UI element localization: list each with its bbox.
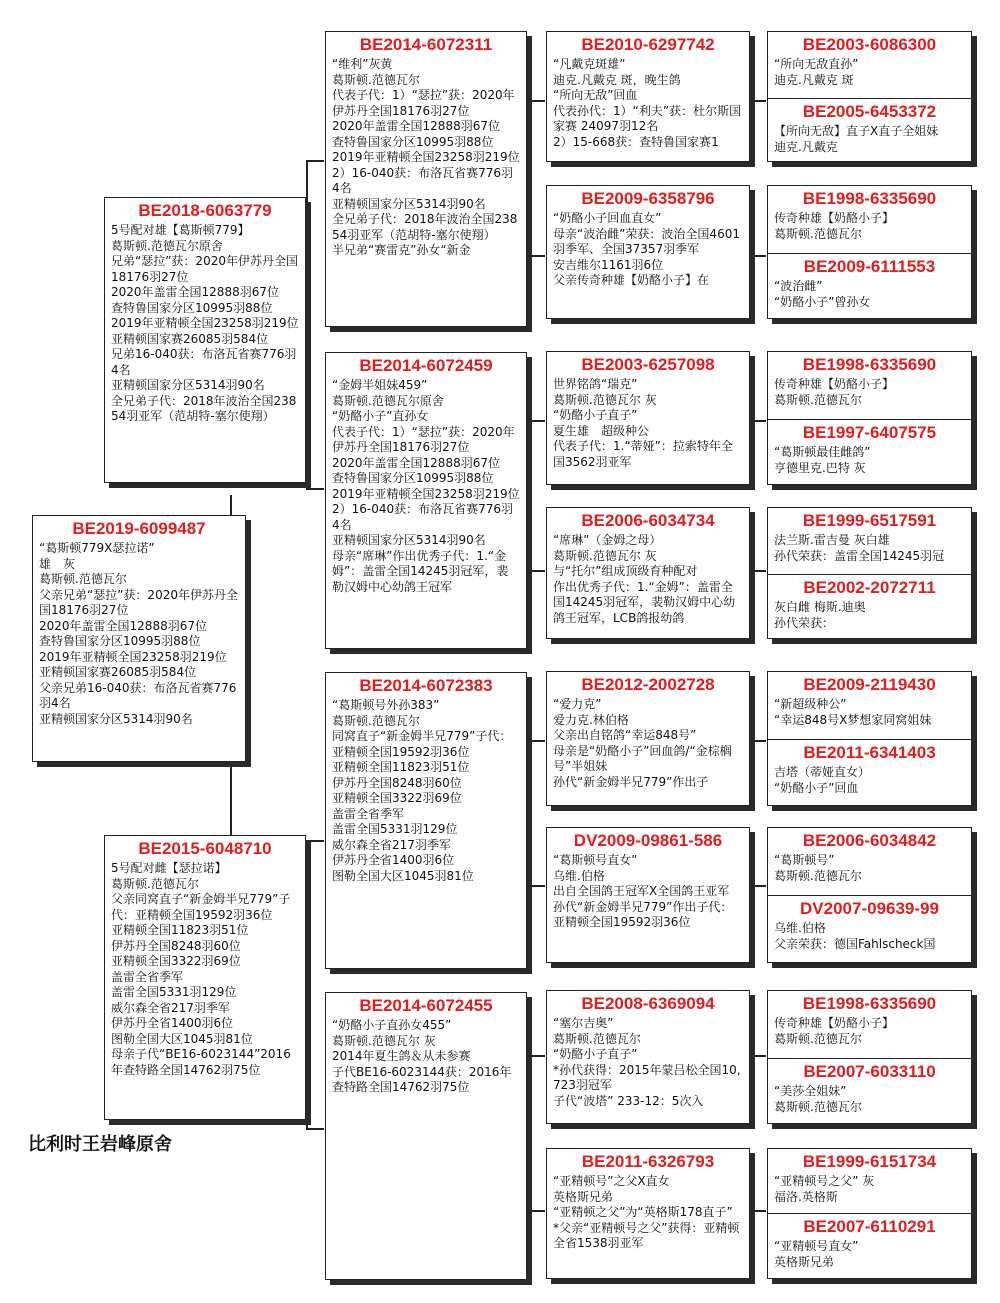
loft-name: 比利时王岩峰原舍 [28, 1134, 172, 1155]
connector-line [230, 495, 232, 517]
pedigree-notes: “凡戴克斑雄” 迪克.凡戴克 斑，晚生鸽 “所向无敌”回血 代表孙代：1）“利夫”获：杜尔斯国家赛 24097羽12名 2）15-668获：查特鲁国家赛1 [553, 57, 742, 149]
pedigree-notes: 传奇种雄【奶酪小子】 葛斯顿.范德瓦尔 [774, 1016, 895, 1046]
great-grandparent-card [546, 351, 750, 485]
gen5-pair-card [767, 671, 972, 806]
pedigree-notes: 吉塔（蒂娅直女） “奶酪小子”回血 [774, 765, 871, 795]
pedigree-notes: 5号配对雌【瑟拉诺】 葛斯顿.范德瓦尔 父亲同窝直子“新金姆半兄779”子代：亚精顿全国19592羽36位 亚精顿全国11823羽51位 伊苏丹全国8248羽60位 亚精顿全国3322羽69位 盖雷全省季军 盖雷全国5331羽129位 威尔森全省217羽季军 伊苏丹全省1400羽6位 图勒全国大区1045羽81位 母亲子代“BE16-6023144”2016年查特路全国14762羽75位 [111, 861, 291, 1077]
pedigree-notes: 世界铭鸽“瑞克” 葛斯顿.范德瓦尔 灰 “奶酪小子直子” 夏生雄 超级种公 代表子代：1.“蒂娅”：拉索特年全国3562羽亚军 [553, 377, 733, 469]
pedigree-notes: 传奇种雄【奶酪小子】 葛斯顿.范德瓦尔 [774, 211, 895, 241]
pedigree-notes: “亚精顿号之父” 灰 福洛.英格斯 [774, 1174, 875, 1204]
ring-number: BE2015-6048710 [138, 839, 272, 858]
grandparent-card [325, 992, 527, 1280]
ring-number: BE2006-6034734 [581, 511, 715, 530]
ring-number: BE2003-6086300 [802, 35, 937, 54]
connector-line [527, 255, 545, 257]
pedigree-notes: “波治雌” “奶酪小子”曾孙女 [774, 279, 871, 309]
connector-line [750, 570, 766, 572]
pedigree-notes: “亚精顿号”之父X直女 英格斯兄弟 “亚精顿之父”为“英格斯178直子” *父亲“亚精顿号之父”获得：亚精顿全省1538羽亚军 [553, 1174, 740, 1250]
gen5-entry [768, 895, 971, 962]
connector-line [527, 570, 545, 572]
ring-number: BE2014-6072311 [359, 35, 493, 54]
pedigree-notes: “所向无敌直孙” 迪克.凡戴克 斑 [774, 57, 859, 87]
pedigree-notes: “美莎全姐妹” 葛斯顿.范德瓦尔 [774, 1084, 862, 1114]
ring-number: BE2014-6072455 [359, 996, 493, 1015]
gen5-entry [768, 253, 971, 318]
pedigree-notes: “爱力克” 爱力克.林伯格 父亲出自铭鸽“幸运848号” 母亲是“奶酪小子”回血鸽/“金棕榈号”半姐妹 孙代“新金姆半兄779”作出子 [553, 697, 732, 789]
connector-line [527, 100, 545, 102]
connector-line [306, 840, 324, 842]
gen5-pair-card [767, 507, 972, 639]
pedigree-notes: 传奇种雄【奶酪小子】 葛斯顿.范德瓦尔 [774, 377, 895, 407]
ring-number: BE1999-6517591 [802, 511, 937, 530]
connector-line [306, 290, 308, 490]
ring-number: BE2014-6072459 [359, 356, 493, 375]
ring-number: BE1999-6151734 [802, 1152, 937, 1171]
connector-line [527, 885, 545, 887]
connector-line [306, 488, 324, 490]
pedigree-notes: “亚精顿号直女” 英格斯兄弟 [774, 1239, 859, 1269]
connector-line [527, 420, 545, 422]
gen5-entry [768, 98, 971, 161]
pedigree-notes: “新超级种公” “幸运848号X梦想家同窝姐妹 [774, 697, 932, 727]
grandparent-card [325, 672, 527, 969]
grandparent-card [325, 31, 527, 327]
gen5-entry [768, 828, 971, 895]
ring-number: BE2009-2119430 [803, 675, 936, 694]
ring-number: BE1998-6335690 [802, 355, 937, 374]
ring-number: BE2003-6257098 [581, 355, 715, 374]
sire-card [104, 197, 306, 483]
pedigree-notes: “维利”灰黄 葛斯顿.范德瓦尔 代表子代：1）“瑟拉”获：2020年伊苏丹全国18176羽27位 2020年盖雷全国12888羽67位 查特鲁国家分区10995羽88位 2019年亚精顿全国23258羽219位 2）16-040获：布洛瓦省赛776羽4名 亚精顿国家分区5314羽90名 全兄弟子代：2018年波治全国23854羽亚军（范胡特-塞尔使翔） 半兄弟“赛雷克”孙女“新金 [332, 57, 520, 257]
gen5-entry [768, 991, 971, 1058]
gen5-pair-card [767, 31, 972, 162]
connector-line [306, 840, 308, 1130]
ring-number: BE2002-2072711 [803, 578, 936, 597]
great-grandparent-card [546, 1148, 750, 1279]
gen5-entry [768, 1213, 971, 1278]
connector-line [750, 1210, 766, 1212]
connector-line [750, 1055, 766, 1057]
pedigree-notes: “奶酪小子直孙女455” 葛斯顿.范德瓦尔 灰 2014年夏生鸽＆从未参赛 子代BE16-6023144获：2016年查特路全国14762羽75位 [332, 1018, 512, 1094]
connector-line [527, 1210, 545, 1212]
gen5-entry [768, 1058, 971, 1123]
gen5-entry [768, 32, 971, 98]
ring-number: BE2012-2002728 [581, 675, 715, 694]
ring-number: BE2007-6033110 [803, 1062, 936, 1081]
pedigree-notes: “奶酪小子回血直女” 母亲“波治雌”荣获：波治全国4601羽季军、全国37357羽季军 安吉维尔1161羽6位 父亲传奇种雄【奶酪小子】在 [553, 211, 740, 287]
gen5-entry [768, 508, 971, 574]
gen5-entry [768, 1149, 971, 1213]
ring-number: BE2014-6072383 [359, 676, 493, 695]
great-grandparent-card [546, 827, 750, 963]
connector-line [527, 740, 545, 742]
connector-line [750, 740, 766, 742]
dam-card [104, 835, 306, 1120]
great-grandparent-card [546, 185, 750, 319]
connector-line [750, 100, 766, 102]
connector-line [306, 160, 324, 162]
ring-number: BE2019-6099487 [72, 519, 206, 538]
ring-number: BE2018-6063779 [138, 201, 272, 220]
ring-number: DV2009-09861-586 [573, 831, 723, 850]
connector-line [306, 160, 308, 290]
pedigree-subject-card [32, 515, 246, 762]
connector-line [527, 1055, 545, 1057]
ring-number: BE2011-6326793 [581, 1152, 715, 1171]
connector-line [750, 255, 766, 257]
gen5-pair-card [767, 351, 972, 485]
gen5-entry [768, 739, 971, 805]
ring-number: BE2009-6358796 [581, 189, 715, 208]
pedigree-notes: “葛斯顿779X瑟拉诺” 雄 灰 葛斯顿.范德瓦尔 父亲兄弟“瑟拉”获：2020年伊苏丹全国18176羽27位 2020年盖雷全国12888羽67位 查特鲁国家分区10995羽88位 2019年亚精顿全国23258羽219位 亚精顿国家赛26085羽584位 父亲兄弟16-040获：布洛瓦省赛776羽4名 亚精顿国家分区5314羽90名 [39, 541, 238, 726]
gen5-pair-card [767, 990, 972, 1124]
gen5-pair-card [767, 1148, 972, 1279]
gen5-entry [768, 352, 971, 419]
pedigree-notes: “葛斯顿号外孙383” 葛斯顿.范德瓦尔 同窝直子“新金姆半兄779”子代：亚精顿全国19592羽36位 亚精顿全国11823羽51位 伊苏丹全国8248羽60位 亚精顿全国3322羽69位 盖雷全省季军 盖雷全国5331羽129位 威尔森全省217羽季军 伊苏丹全省1400羽6位 图勒全国大区1045羽81位 [332, 698, 512, 883]
pedigree-notes: 【所向无敌】直子X直子全姐妹 迪克.凡戴克 [774, 124, 939, 154]
connector-line [306, 1128, 324, 1130]
great-grandparent-card [546, 671, 750, 806]
grandparent-card [325, 352, 527, 649]
ring-number: BE2005-6453372 [802, 102, 937, 121]
pedigree-notes: “塞尔吉奥” 葛斯顿.范德瓦尔 “奶酪小子直子” *孙代获得：2015年蒙吕松全国10,723羽冠军 子代“波塔” 233-12：5次入 [553, 1016, 741, 1108]
pedigree-notes: “葛斯顿最佳雌鸽” 亨德里克.巴特 灰 [774, 445, 871, 475]
ring-number: BE2010-6297742 [581, 35, 715, 54]
ring-number: DV2007-09639-99 [800, 899, 939, 918]
gen5-entry [768, 574, 971, 638]
pedigree-notes: 5号配对雄【葛斯顿779】 葛斯顿.范德瓦尔原舍 兄弟“瑟拉”获：2020年伊苏丹全国18176羽27位 2020年盖雷全国12888羽67位 查特鲁国家分区10995羽88位 2019年亚精顿全国23258羽219位 亚精顿国家赛26085羽584位 兄弟16-040获：布洛瓦省赛776羽4名 亚精顿国家分区5314羽90名 全兄弟子代：2018年波治全国23854羽亚军（范胡特-塞尔使翔） [111, 223, 299, 423]
connector-line [750, 420, 766, 422]
ring-number: BE1998-6335690 [802, 189, 937, 208]
pedigree-notes: “金姆半姐妹459” 葛斯顿.范德瓦尔原舍 “奶酪小子”直孙女 代表子代：1）“瑟拉”获：2020年伊苏丹全国18176羽27位 2020年盖雷全国12888羽67位 查特鲁国家分区10995羽88位 2019年亚精顿全国23258羽219位 2）16-040获：布洛瓦省赛776羽4名 亚精顿国家分区5314羽90名 母亲“席琳”作出优秀子代：1.“金姆”：盖雷全国14245羽冠军，裴勒汉姆中心幼鸽王冠军 [332, 378, 520, 594]
ring-number: BE1998-6335690 [802, 994, 937, 1013]
gen5-pair-card [767, 185, 972, 319]
connector-line [230, 760, 232, 835]
pedigree-notes: “葛斯顿号直女” 乌维.伯格 出自全国鸽王冠军X全国鸽王亚军 孙代“新金姆半兄779”作出子代：亚精顿全国19592羽36位 [553, 853, 733, 929]
ring-number: BE2011-6341403 [803, 743, 936, 762]
gen5-pair-card [767, 827, 972, 963]
pedigree-notes: “葛斯顿号” 葛斯顿.范德瓦尔 [774, 853, 862, 883]
gen5-entry [768, 672, 971, 739]
ring-number: BE2008-6369094 [581, 994, 715, 1013]
ring-number: BE1997-6407575 [802, 423, 937, 442]
connector-line [750, 885, 766, 887]
pedigree-notes: 灰白雌 梅斯.迪奥 孙代荣获： [774, 600, 866, 630]
ring-number: BE2007-6110291 [803, 1217, 936, 1236]
pedigree-notes: 法兰斯.雷吉曼 灰白雄 孙代荣获：盖雷全国14245羽冠 [774, 533, 945, 563]
ring-number: BE2006-6034842 [802, 831, 937, 850]
great-grandparent-card [546, 31, 750, 162]
gen5-entry [768, 419, 971, 484]
great-grandparent-card [546, 990, 750, 1124]
gen5-entry [768, 186, 971, 253]
ring-number: BE2009-6111553 [803, 257, 936, 276]
pedigree-notes: “席琳”（金姆之母） 葛斯顿.范德瓦尔 灰 与“托尔”组成顶级育种配对 作出优秀子代：1.“金姆”：盖雷全国14245羽冠军，裴勒汉姆中心幼鸽王冠军，LCB鸽报幼鸽 [553, 533, 736, 625]
great-grandparent-card [546, 507, 750, 639]
pedigree-notes: 乌维.伯格 父亲荣获：德国Fahlscheck国 [774, 921, 936, 951]
